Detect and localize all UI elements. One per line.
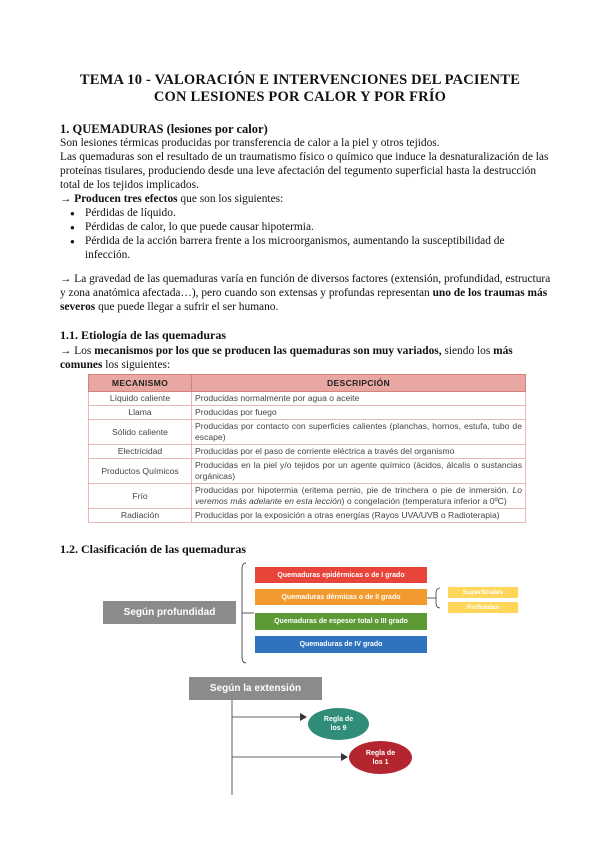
description-cell: Producidas por la exposición a otras energías (Rayos UVA/UVB o Radioterapia) — [192, 509, 526, 523]
rule-of-one-ellipse: Regla de los 1 — [349, 741, 412, 774]
section-1-2-heading: 1.2. Clasificación de las quemaduras — [60, 542, 247, 556]
description-cell: Producidas en la piel y/o tejidos por un agente químico (ácidos, álcalis o sustancias orgánicas) — [192, 459, 526, 484]
first-degree-box: Quemaduras epidérmicas o de I grado — [255, 567, 427, 583]
table-header-row — [89, 375, 526, 392]
description-cell: Producidas normalmente por agua o aceite — [192, 392, 526, 406]
mechanism-cell: Sólido caliente — [89, 420, 192, 445]
mechanism-cell: Líquido caliente — [89, 392, 192, 406]
depth-category-box: Según profundidad — [103, 601, 236, 624]
mechanisms-table — [88, 374, 526, 523]
table-row — [89, 445, 526, 459]
gravity-paragraph: → La gravedad de las quemaduras varía en función de diversos factores (extensión, profundidad, estructura y zona anatómica afectada…), pero cuando son extensas y profundas representan uno de los traumas más severos que puede llegar a sufrir el ser humano. — [60, 273, 551, 313]
second-degree-box: Quemaduras dérmicas o de II grado — [255, 589, 427, 605]
mechanisms-intro: → Los mecanismos por los que se producen las quemaduras son muy variados, siendo los más comunes los siguientes: — [60, 345, 513, 371]
mechanism-cell: Llama — [89, 406, 192, 420]
section-1-heading: 1. QUEMADURAS (lesiones por calor) — [60, 122, 268, 136]
table-row — [89, 484, 526, 509]
sub-bracket-line — [436, 588, 440, 608]
extension-category-box: Según la extensión — [189, 677, 322, 700]
list-item: ● Pérdida de la acción barrera frente a los microorganismos, aumentando la susceptibilidad de infección. — [70, 234, 550, 262]
paragraph-description: Las quemaduras son el resultado de un traumatismo físico o químico que induce la desnaturalización de las proteínas tisulares, produciendo desde una leve afectación del tegumento superficial hasta la destrucción total de los tejidos implicados. — [60, 151, 549, 191]
mechanism-cell: Frío — [89, 484, 192, 509]
list-item: ● Pérdidas de líquido. — [70, 206, 550, 220]
table-row — [89, 406, 526, 420]
section-1-1-heading: 1.1. Etiología de las quemaduras — [60, 328, 227, 342]
arrow-head — [341, 753, 348, 761]
description-cell: Producidas por contacto con superficies calientes (planchas, hornos, estufa, tubo de escape) — [192, 420, 526, 445]
arrow-head — [300, 713, 307, 721]
superficial-box: Superficiales — [448, 587, 518, 598]
table-row — [89, 459, 526, 484]
mechanism-cell: Electricidad — [89, 445, 192, 459]
column-header-mechanism: MECANISMO — [89, 375, 192, 392]
table-row — [89, 509, 526, 523]
effects-intro: → Producen tres efectos que son los siguientes: — [60, 193, 284, 205]
rule-of-nines-ellipse: Regla de los 9 — [308, 708, 369, 740]
effects-list — [70, 206, 550, 262]
paragraph-definition: Son lesiones térmicas producidas por transferencia de calor a la piel y otros tejidos. — [60, 137, 440, 149]
column-header-description: DESCRIPCIÓN — [192, 375, 526, 392]
third-degree-box: Quemaduras de espesor total o III grado — [255, 613, 427, 630]
mechanism-cell: Radiación — [89, 509, 192, 523]
description-cell: Producidas por el paso de corriente eléctrica a través del organismo — [192, 445, 526, 459]
page-title: TEMA 10 - VALORACIÓN E INTERVENCIONES DEL PACIENTE CON LESIONES POR CALOR Y POR FRÍO — [79, 72, 521, 105]
table-row — [89, 420, 526, 445]
fourth-degree-box: Quemaduras de IV grado — [255, 636, 427, 653]
table-row — [89, 392, 526, 406]
mechanism-cell: Productos Químicos — [89, 459, 192, 484]
description-cell: Producidas por fuego — [192, 406, 526, 420]
deep-box: Profundas — [448, 602, 518, 613]
list-item: ● Pérdidas de calor, lo que puede causar hipotermia. — [70, 220, 550, 234]
description-cell: Producidas por hipotermia (eritema pernio, pie de trinchera o pie de inmersión. Lo veremos más adelante en esta lección) o congelación (temperatura inferior a 0ºC) — [192, 484, 526, 509]
